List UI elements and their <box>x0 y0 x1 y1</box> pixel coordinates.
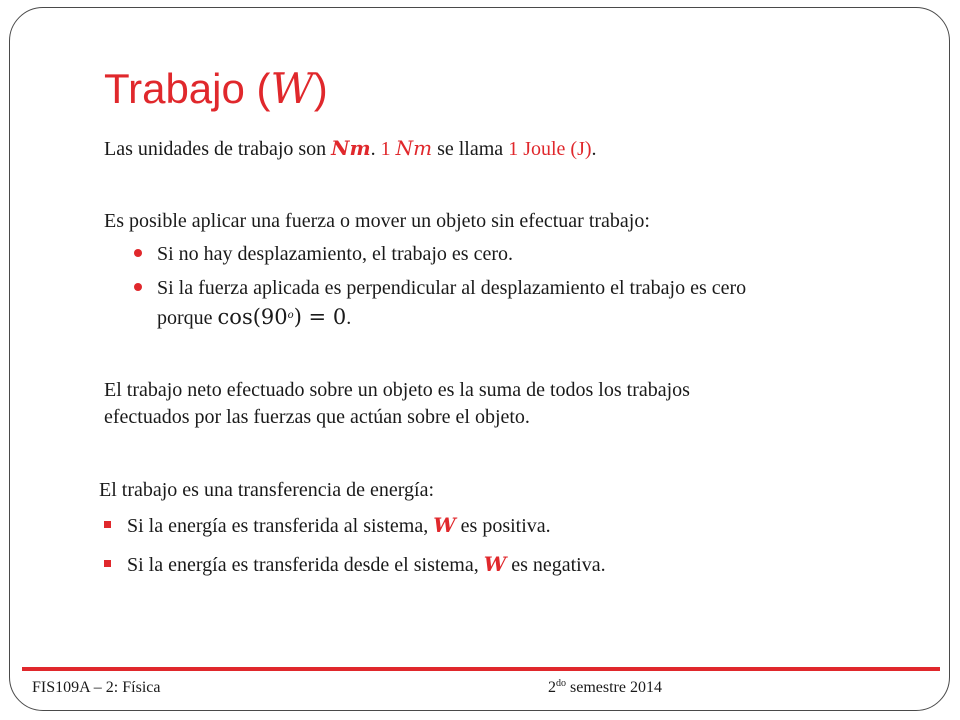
energy-negative-var: W <box>483 552 507 576</box>
energy-negative-suffix: es negativa. <box>506 554 606 576</box>
slide-frame <box>9 7 950 711</box>
semester-rest: semestre 2014 <box>566 679 662 696</box>
title-close: ) <box>313 65 328 112</box>
perp-prefix: porque <box>157 307 218 329</box>
energy-bullet-positive <box>127 513 551 539</box>
units-one: 1 <box>380 138 396 160</box>
bullet-no-displacement: Si no hay desplazamiento, el trabajo es cero. <box>157 243 513 265</box>
energy-positive-var: W <box>433 513 456 537</box>
units-prefix: Las unidades de trabajo son <box>104 138 332 160</box>
energy-positive-suffix: es positiva. <box>455 515 551 537</box>
possible-text: Es posible aplicar una fuerza o mover un objeto sin efectuar trabajo: <box>104 210 650 232</box>
units-math-nm: Nm <box>395 136 433 160</box>
units-math-nm-bold: Nm <box>331 136 371 160</box>
units-line <box>104 136 597 162</box>
footer-course: FIS109A – 2: Física <box>32 679 161 696</box>
energy-text: El trabajo es una transferencia de energía: <box>99 479 435 501</box>
bullet-perpendicular-line1: Si la fuerza aplicada es perpendicular al desplazamiento el trabajo es cero <box>157 277 747 299</box>
bullet-dot-icon <box>134 283 142 291</box>
footer-rule <box>22 667 940 671</box>
net-work-line1: El trabajo neto efectuado sobre un objeto es la suma de todos los trabajos <box>104 379 690 401</box>
cos-expression <box>218 305 347 329</box>
slide-title <box>104 64 328 113</box>
title-text: Trabajo ( <box>104 65 271 112</box>
semester-number: 2 <box>548 679 556 696</box>
bullet-square-icon <box>104 521 111 528</box>
cos-degree-sup: o <box>287 310 294 321</box>
semester-sup: do <box>556 678 566 689</box>
bullet-square-icon <box>104 560 111 567</box>
energy-bullet-negative <box>127 552 606 578</box>
units-joule: 1 Joule (J) <box>508 138 592 160</box>
cos-text: cos(90 <box>217 305 288 329</box>
units-end: . <box>591 138 597 160</box>
cos-equals: ) = 0 <box>293 305 347 329</box>
bullet-dot-icon <box>134 249 142 257</box>
perp-end: . <box>346 307 352 329</box>
units-mid2: se llama <box>432 138 509 160</box>
net-work-line2: efectuados por las fuerzas que actúan sobre el objeto. <box>104 406 530 428</box>
energy-positive-prefix: Si la energía es transferida al sistema, <box>127 515 434 537</box>
footer-semester <box>548 678 662 697</box>
units-mid: . <box>370 138 381 160</box>
title-variable: W <box>270 64 314 113</box>
bullet-perpendicular-line2 <box>157 304 351 331</box>
energy-negative-prefix: Si la energía es transferida desde el sistema, <box>127 554 484 576</box>
